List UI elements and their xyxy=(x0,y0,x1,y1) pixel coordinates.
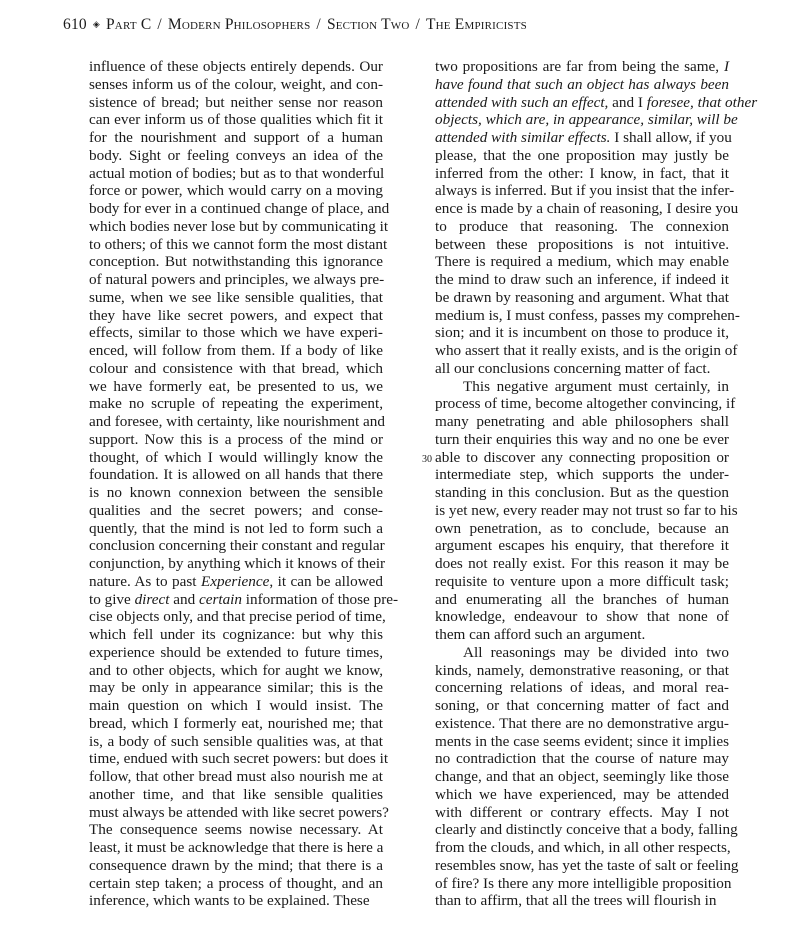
text-line: inferred from the other: I know, in fact, that it xyxy=(435,164,729,182)
text-line: able to discover any connecting proposition or xyxy=(435,448,729,466)
text-line: quently, that the mind is not led to form such a xyxy=(89,519,383,537)
text-line: and enumerating all the branches of human xyxy=(435,590,729,608)
text-line: qualities and the secret powers; and conse- xyxy=(89,501,383,519)
part-title: Modern Philosophers xyxy=(167,16,311,33)
text-line: nature. As to past Experience, it can be allowed xyxy=(89,572,383,590)
separator-slash: / xyxy=(415,16,420,33)
text-line: with different or contrary effects. May I not xyxy=(435,803,729,821)
text-line: thought, of which I would willingly know the xyxy=(89,448,383,466)
text-line: sion; and it is incumbent on those to produce it, xyxy=(435,324,729,342)
text-line: is, a body of such sensible qualities was, at that xyxy=(89,732,383,750)
text-line: for the nourishment and support of a human xyxy=(89,129,383,146)
separator-slash: / xyxy=(316,16,321,33)
text-line: to others; of this we cannot form the most distant xyxy=(89,235,388,253)
text-line: them can afford such an argument. xyxy=(435,626,646,643)
text-line: attended with such an effect, and I foresee, that other xyxy=(435,93,758,111)
text-line: concerning relations of ideas, and moral rea- xyxy=(435,679,729,697)
text-line: ments in the case seems evident; since it implies xyxy=(435,732,729,750)
text-line: make no scruple of repeating the experiment, xyxy=(89,395,383,413)
text-line: attended with similar effects. I shall allow, if you xyxy=(435,129,732,146)
text-line: argument escapes his enquiry, that therefore it xyxy=(435,537,729,555)
text-line: another time, and that like sensible qualities xyxy=(89,785,383,803)
text-line: effects, similar to those which we have experi- xyxy=(89,324,383,342)
part-label: Part C xyxy=(105,16,152,33)
text-line: inference, which wants to be explained. These xyxy=(89,892,370,910)
text-line: to give direct and certain information of those pre- xyxy=(89,590,399,608)
text-line: objects, which are, in appearance, similar, will be xyxy=(435,111,738,129)
text-line: cise objects only, and that precise period of time, xyxy=(89,608,386,626)
text-line: time, endued with such secret powers: but does it xyxy=(89,750,389,768)
text-line: which we have experienced, may be attended xyxy=(435,785,729,803)
text-line: which bodies never lose but by communicating it xyxy=(89,217,389,235)
text-line: own penetration, as to conclude, because an xyxy=(435,519,729,537)
text-line: than to affirm, that all the trees will flourish in xyxy=(435,892,717,910)
text-line: of fire? Is there any more intelligible proposition xyxy=(435,874,732,892)
text-line: certain step taken; a process of thought, and an xyxy=(89,874,383,892)
section-title: The Empiricists xyxy=(426,16,527,33)
running-head xyxy=(63,16,527,34)
text-line: between these propositions is not intuitive. xyxy=(435,235,729,253)
text-line: enced, will follow from them. If a body of like xyxy=(89,342,383,359)
text-line: least, it must be acknowledge that there is here a xyxy=(89,839,384,856)
section-label: Section Two xyxy=(326,16,410,33)
text-line: the mind to draw such an inference, if indeed it xyxy=(435,271,729,288)
text-line: must always be attended with like secret powers? xyxy=(89,803,389,821)
text-line: always is inferred. But if you insist that the infer- xyxy=(435,182,735,200)
text-line: influence of these objects entirely depends. Our xyxy=(89,58,383,75)
text-line: body. Sight or feeling conveys an idea of the xyxy=(89,146,383,164)
text-line: who assert that it really exists, and is the origin of xyxy=(435,342,738,359)
text-line: standing in this conclusion. But as the question xyxy=(435,484,729,501)
text-line: from the clouds, and which, in all other respects, xyxy=(435,839,731,856)
text-line: conclusion concerning their constant and regular xyxy=(89,537,385,555)
text-line: bread, which I formerly eat, nourished me; that xyxy=(89,714,383,732)
text-line: process of time, become altogether convincing, if xyxy=(435,395,736,413)
text-line: which fell under its cognizance: but why this xyxy=(89,626,383,643)
text-line: all our conclusions concerning matter of fact. xyxy=(435,359,711,377)
text-line: colour and consistence with that bread, which xyxy=(89,359,383,377)
text-line: is yet new, every reader may not trust so far to his xyxy=(435,501,738,519)
text-line: This negative argument must certainly, in xyxy=(463,377,729,395)
text-line: intermediate step, which supports the under- xyxy=(435,466,729,484)
text-line: resembles snow, has yet the taste of salt or feeling xyxy=(435,856,739,874)
text-line: may be only in appearance similar; this is the xyxy=(89,679,383,697)
text-line: change, and that an object, seemingly like those xyxy=(435,768,729,785)
text-line: knowledge, endeavour to show that none of xyxy=(435,608,729,626)
text-line: medium is, I must confess, passes my comprehen- xyxy=(435,306,740,324)
text-line: and foresee, with certainty, like nourishment and xyxy=(89,413,385,430)
text-line: follow, that other bread must also nourish me at xyxy=(89,768,383,785)
page-number: 610 xyxy=(63,16,87,33)
text-line: main question on which I would insist. The xyxy=(89,697,383,714)
text-line: body for ever in a continued change of place, and xyxy=(89,200,390,217)
text-line: kinds, namely, demonstrative reasoning, or that xyxy=(435,661,729,679)
text-line: requisite to venture upon a more difficult task; xyxy=(435,572,729,590)
text-line: ence is made by a chain of reasoning, I desire you xyxy=(435,200,739,217)
text-line: All reasonings may be divided into two xyxy=(463,643,729,661)
text-line: senses inform us of the colour, weight, and con- xyxy=(89,75,383,93)
right-text-column xyxy=(435,58,758,910)
text-line: to produce that reasoning. The connexion xyxy=(435,217,729,235)
text-line: actual motion of bodies; but as to that wonderful xyxy=(89,164,385,182)
text-line: does not really exist. For this reason it may be xyxy=(435,555,729,572)
text-line: please, that the one proposition may justly be xyxy=(435,146,729,164)
text-line: consequence drawn by the mind; that there is a xyxy=(89,856,383,874)
line-number-marker: 30 xyxy=(422,454,432,465)
text-line: There is required a medium, which may enable xyxy=(435,253,729,271)
text-line: no contradiction that the course of nature may xyxy=(435,750,729,768)
text-line: be drawn by reasoning and argument. What that xyxy=(435,288,729,306)
text-line: we have formerly eat, be presented to us, we xyxy=(89,377,383,395)
text-line: experience should be extended to future times, xyxy=(89,643,383,661)
text-line: of natural powers and principles, we always pre- xyxy=(89,271,385,288)
separator-slash: / xyxy=(157,16,162,33)
text-line: conjunction, by anything which it knows of their xyxy=(89,555,386,572)
text-line: foundation. It is allowed on all hands that there xyxy=(89,466,383,484)
text-line: sistence of bread; but neither sense nor reason xyxy=(89,93,383,111)
text-line: existence. That there are no demonstrative argu- xyxy=(435,714,729,732)
text-line: conception. But notwithstanding this ignorance xyxy=(89,253,383,271)
text-line: support. Now this is a process of the mind or xyxy=(89,430,383,448)
text-line: many penetrating and able philosophers shall xyxy=(435,413,729,430)
text-line: The consequence seems nowise necessary. At xyxy=(89,821,383,839)
text-line: soning, or that concerning matter of fact and xyxy=(435,697,729,714)
text-line: and to other objects, which for aught we know, xyxy=(89,661,383,679)
text-line: have found that such an object has always been xyxy=(435,75,729,93)
text-line: clearly and distinctly conceive that a body, falling xyxy=(435,821,738,839)
text-line: force or power, which would carry on a moving xyxy=(89,182,383,200)
text-line: they have like secret powers, and expect that xyxy=(89,306,383,324)
text-line: two propositions are far from being the same, I xyxy=(435,58,729,75)
text-line: can ever inform us of those qualities which fit it xyxy=(89,111,383,129)
text-line: sume, when we see like sensible qualities, that xyxy=(89,288,383,306)
text-line: turn their enquiries this way and no one be ever xyxy=(435,430,729,448)
diamond-ornament-icon: ◈ xyxy=(92,19,100,29)
text-line: is no known connexion between the sensible xyxy=(89,484,383,501)
left-text-column xyxy=(89,58,399,910)
